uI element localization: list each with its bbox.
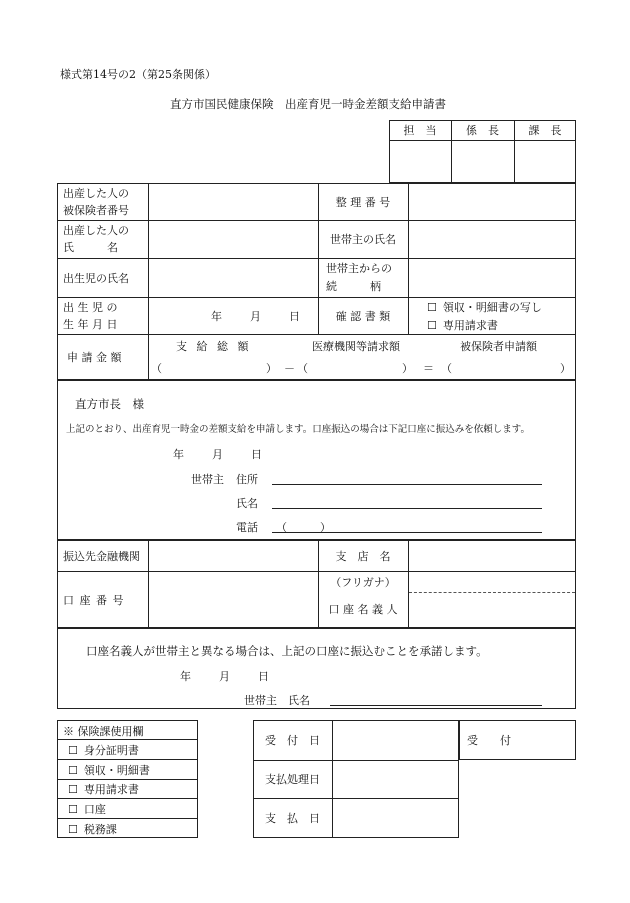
baby-name-label: 出生児の氏名	[63, 271, 129, 285]
office-use-item-tax[interactable]: ☐ 税務課	[68, 821, 117, 837]
branch-field[interactable]	[409, 541, 575, 570]
mother-name-label-line1: 出産した人の	[63, 224, 129, 237]
received-stamp-field[interactable]	[519, 721, 575, 759]
approval-label-kakaricho: 係 長	[466, 124, 499, 137]
birthdate-field[interactable]	[148, 297, 318, 334]
amount-insured-paren-close: ）	[560, 362, 571, 375]
householder-label: 世帯主	[191, 473, 224, 486]
consent-statement: 口座名義人が世帯主と異なる場合は、上記の口座に振込むことを承諾します。	[86, 644, 488, 658]
insured-number-label-line2: 被保険者番号	[63, 203, 129, 217]
received-date-label: 受 付 日	[265, 734, 320, 747]
received-date-field[interactable]	[333, 721, 458, 759]
address-line[interactable]	[272, 484, 542, 485]
ref-number-field[interactable]	[409, 184, 575, 219]
payment-date-field[interactable]	[333, 799, 458, 837]
minus-sign: －	[284, 362, 295, 375]
account-holder-label: 口 座 名 義 人	[328, 603, 398, 616]
phone-label: 電話	[236, 521, 258, 534]
householder-name-field[interactable]	[409, 221, 575, 257]
relation-label	[326, 258, 408, 297]
insured-number-label	[63, 183, 148, 220]
approval-label-tanto: 担 当	[403, 124, 437, 137]
insured-number-field[interactable]	[149, 184, 317, 219]
amount-label: 申 請 金 額	[67, 351, 122, 364]
amount-header-insured: 被保険者申請額	[460, 340, 537, 353]
amount-header-hospital: 医療機関等請求額	[312, 340, 400, 353]
amount-total-paren-open: （	[151, 362, 162, 375]
relation-field[interactable]	[409, 259, 575, 296]
office-use-item-account[interactable]: ☐ 口座	[68, 801, 106, 817]
ref-number-label: 整 理 番 号	[335, 195, 391, 209]
phone-parens: （ ）	[276, 521, 331, 534]
amount-insured-field[interactable]	[456, 359, 556, 377]
form-title: 直方市国民健康保険 出産育児一時金差額支給申請書	[170, 97, 446, 111]
office-use-title: ※ 保険課使用欄	[63, 725, 144, 738]
relation-label-line2: 続 柄	[326, 279, 381, 293]
payment-processing-date-label: 支払処理日	[265, 773, 320, 786]
insured-number-label-line1: 出産した人の	[63, 186, 129, 200]
consent-date: 年 月 日	[180, 670, 271, 683]
bank-institution-label: 振込先金融機関	[63, 549, 140, 563]
amount-total-paren-close: ）	[266, 362, 277, 375]
amount-insured-paren-open: （	[441, 362, 452, 375]
amount-hospital-field[interactable]	[312, 359, 402, 377]
name-label: 氏名	[236, 497, 258, 510]
amount-total-field[interactable]	[166, 359, 266, 377]
received-stamp-label: 受 付	[467, 734, 511, 747]
account-holder-furigana-field[interactable]	[409, 572, 575, 591]
office-use-item-receipt[interactable]: ☐ 領収・明細書	[68, 762, 150, 778]
amount-hospital-paren-close: ）	[402, 362, 413, 375]
approval-stamp-space-tanto[interactable]	[390, 141, 450, 182]
relation-label-line1: 世帯主からの	[326, 261, 392, 275]
account-number-label: 口 座 番 号	[63, 593, 125, 607]
approval-stamp-space-kakaricho[interactable]	[452, 141, 513, 182]
name-line[interactable]	[272, 508, 542, 509]
confirm-option-receipt-copy[interactable]: ☐ 領収・明細書の写し	[427, 299, 542, 315]
request-date: 年 月 日	[173, 448, 264, 461]
request-statement: 上記のとおり、出産育児一時金の差額支給を申請します。口座振込の場合は下記口座に振込みを依頼します。	[66, 424, 530, 435]
phone-line[interactable]	[272, 532, 542, 533]
payment-date-label: 支 払 日	[265, 812, 320, 825]
confirm-option-dedicated-invoice[interactable]: ☐ 専用請求書	[427, 317, 498, 333]
branch-label: 支 店 名	[335, 549, 391, 563]
account-number-field[interactable]	[149, 572, 317, 627]
birthdate-label-line1: 出 生 児 の	[63, 300, 118, 314]
approval-label-kacho: 課 長	[528, 124, 562, 137]
payment-processing-date-field[interactable]	[333, 761, 458, 797]
equals-sign: ＝	[423, 362, 434, 375]
mother-name-field[interactable]	[149, 221, 317, 257]
birthdate-placeholder: 年 月 日	[211, 309, 302, 323]
mother-name-label-line2: 氏 名	[63, 241, 118, 254]
form-number: 様式第14号の2（第25条関係）	[60, 68, 216, 81]
mother-name-label	[63, 220, 148, 258]
birthdate-label	[63, 297, 148, 334]
amount-hospital-paren-open: （	[297, 362, 308, 375]
office-use-item-invoice[interactable]: ☐ 専用請求書	[68, 781, 139, 797]
baby-name-field[interactable]	[149, 259, 317, 296]
approval-stamp-space-kacho[interactable]	[515, 141, 575, 182]
bank-institution-field[interactable]	[149, 541, 317, 570]
householder-name-label: 世帯主の氏名	[330, 233, 396, 246]
address-label: 住所	[236, 473, 258, 486]
furigana-label: （フリガナ）	[330, 576, 396, 589]
consent-name-line[interactable]	[330, 705, 542, 706]
confirm-doc-label: 確 認 書 類	[335, 309, 391, 323]
birthdate-label-line2: 生 年 月 日	[63, 317, 118, 331]
amount-header-total: 支 給 総 額	[176, 340, 252, 353]
office-use-item-id[interactable]: ☐ 身分証明書	[68, 742, 139, 758]
addressee: 直方市長 様	[75, 397, 144, 411]
account-holder-field[interactable]	[409, 594, 575, 627]
consent-householder-label: 世帯主 氏名	[244, 694, 310, 707]
